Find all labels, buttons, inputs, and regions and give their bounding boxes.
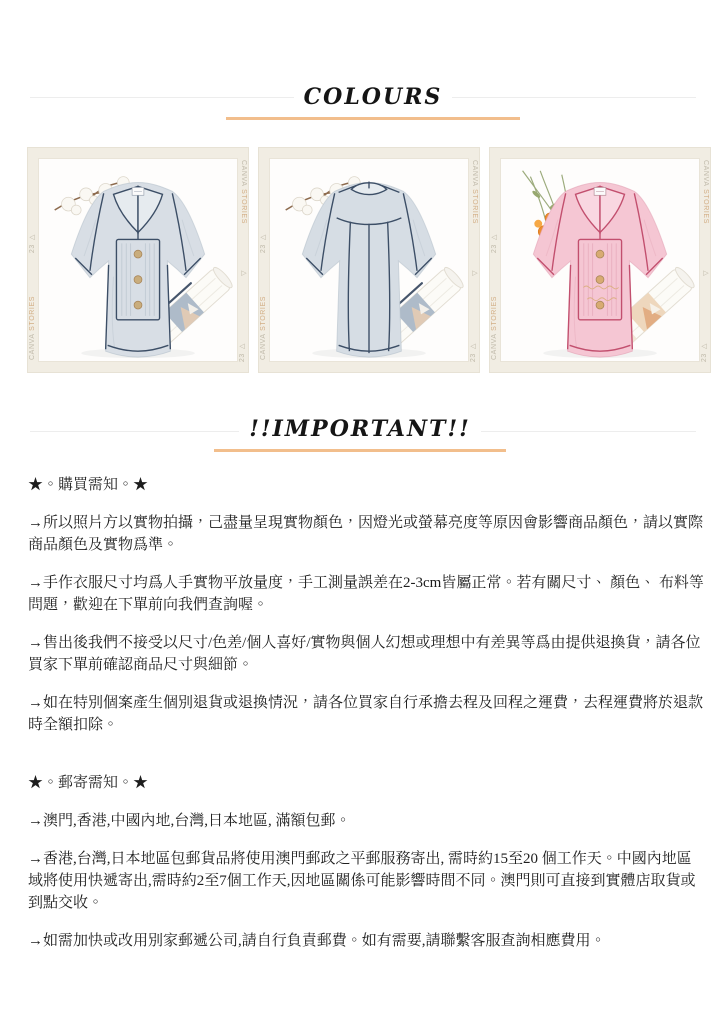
notice-paragraph: →如在特別個案產生個別退貨或退換情況，請各位買家自行承擔去程及回程之運費，去程運費將於退款時全額扣除。 <box>28 695 704 733</box>
purchase-notice-section <box>28 474 704 736</box>
colours-title <box>226 84 520 117</box>
purchase-notice-heading: ★。購買需知。★ <box>28 477 149 493</box>
film-frame-marker: 23 ▷ <box>470 341 477 362</box>
brand-tag <box>594 187 606 195</box>
pajama-shirt-front-pink-illustration <box>501 159 699 361</box>
film-frame-marker: 23 ▷ <box>260 233 267 254</box>
colours-title-text: COLOURS <box>294 84 453 110</box>
film-frame-marker: 23 ▷ <box>701 341 708 362</box>
film-brand-label: CANVA STORIES <box>491 296 498 360</box>
product-photo-blue-back <box>258 147 480 373</box>
important-title <box>214 416 506 449</box>
product-photo-row <box>27 147 711 373</box>
important-title-text: !!IMPORTANT!! <box>239 416 481 442</box>
notices-block <box>28 474 704 968</box>
shipping-notice-heading: ★。郵寄需知。★ <box>28 775 149 791</box>
film-frame-arrow: ▷ <box>471 268 478 278</box>
photo-inner-area <box>269 158 469 362</box>
product-photo-pink-front <box>489 147 711 373</box>
shipping-notice-section <box>28 772 704 952</box>
film-brand-label: CANVA STORIES <box>260 296 267 360</box>
notice-paragraph: →香港,台灣,日本地區包郵貨品將使用澳門郵政之平郵服務寄出, 需時約15至20 個工作天。中國內地區域將使用快遞寄出,需時約2至7個工作天,因地區關係可能影響時間不同。澳門則可直接到實體店取貨或到點交收。 <box>28 851 696 911</box>
colours-header <box>226 84 520 120</box>
film-brand-label: CANVA STORIES <box>471 160 478 224</box>
pajama-shirt-front-blue-illustration <box>39 159 237 361</box>
film-frame-arrow: ▷ <box>240 268 247 278</box>
film-frame-marker: 23 ▷ <box>491 233 498 254</box>
notice-paragraph: →手作衣服尺寸均爲人手實物平放量度，手工測量誤差在2-3cm皆屬正常。若有關尺寸、 顏色、 布料等問題，歡迎在下單前向我們查詢喔。 <box>28 575 704 613</box>
notice-paragraph: →所以照片方以實物拍攝，己盡量呈現實物顏色，因燈光或螢幕亮度等原因會影響商品顏色，請以實際商品顏色及實物爲準。 <box>28 515 704 553</box>
notice-paragraph: →售出後我們不接受以尺寸/色差/個人喜好/實物與個人幻想或理想中有差異等爲由提供退換貨，請各位買家下單前確認商品尺寸與細節。 <box>28 635 701 673</box>
film-frame-marker: 23 ▷ <box>239 341 246 362</box>
film-brand-label: CANVA STORIES <box>240 160 247 224</box>
brand-tag <box>132 187 144 195</box>
film-brand-label: CANVA STORIES <box>702 160 709 224</box>
film-brand-label: CANVA STORIES <box>29 296 36 360</box>
notice-paragraph: →澳門,香港,中國內地,台灣,日本地區, 滿額包郵。 <box>28 813 351 829</box>
photo-inner-area <box>38 158 238 362</box>
important-header <box>214 416 506 452</box>
photo-inner-area <box>500 158 700 362</box>
product-photo-blue-front <box>27 147 249 373</box>
film-frame-marker: 23 ▷ <box>29 233 36 254</box>
notice-paragraph: →如需加快或改用別家郵遞公司,請自行負責郵費。如有需要,請聯繫客服查詢相應費用。 <box>28 933 606 949</box>
pajama-shirt-back-blue-illustration <box>270 159 468 361</box>
film-frame-arrow: ▷ <box>702 268 709 278</box>
